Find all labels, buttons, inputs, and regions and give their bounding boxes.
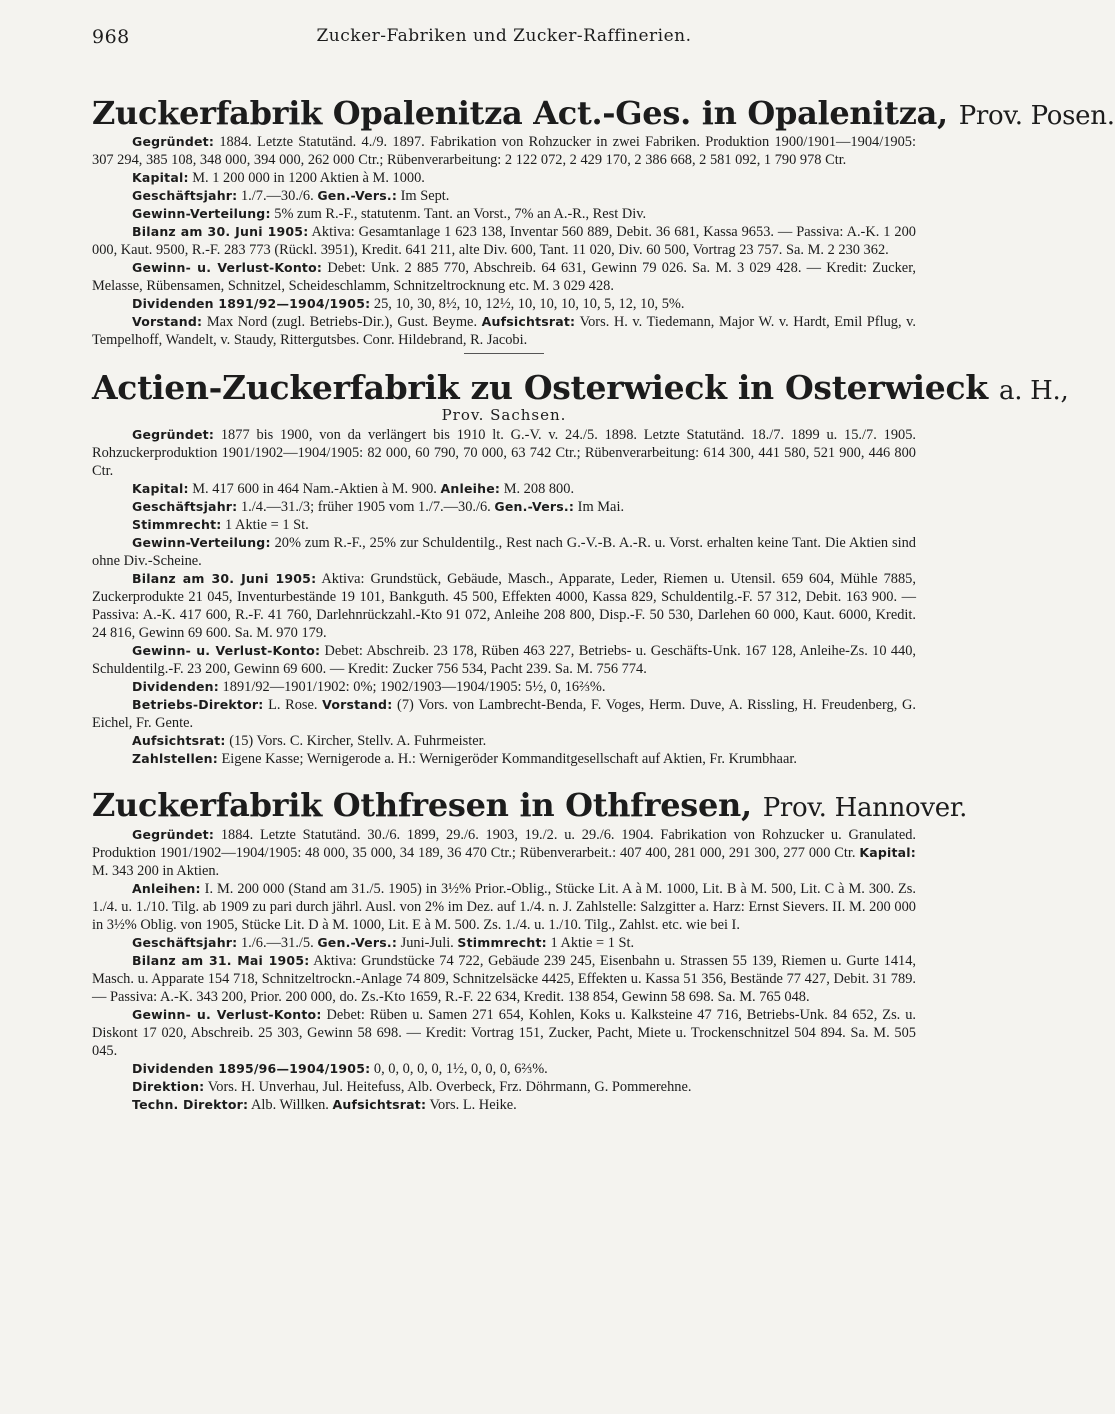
entry-title	[92, 368, 1069, 408]
paragraph-dividends	[92, 678, 916, 696]
entry-subtitle: Prov. Sachsen.	[441, 406, 567, 425]
field-text: Aktiva: Grundstücke 74 722, Gebäude 239 245, Eisenbahn u. Strassen 55 139, Riemen u. Gurte 1414, Masch. u. Apparate 154 718, Schnitzeltrockn.-Anlage 74 809, Schnitzelsäcke 4425, Effekten u. Kassa 51 356, Bestände 77 427, Debit. 31 789. — Passiva: A.-K. 343 200, Prior. 200 000, do. Zs.-Kto 1659, R.-F. 22 634, Kredit. 138 854, Gewinn 58 698. Sa. M. 765 048.	[92, 952, 916, 1005]
paragraph-capital	[92, 480, 916, 498]
paragraph-supervisory-board	[92, 732, 916, 750]
field-text: Vors. H. Unverhau, Jul. Heitefuss, Alb. Overbeck, Frz. Döhrmann, G. Pommerehne.	[204, 1078, 692, 1095]
section-divider	[464, 353, 544, 354]
company-name: Zuckerfabrik Opalenitza Act.-Ges. in Opalenitza,	[92, 94, 948, 132]
field-text: I. M. 200 000 (Stand am 31./5. 1905) in 3½% Prior.-Oblig., Stücke Lit. A à M. 1000, Lit. B à M. 500, Lit. C à M. 300. Zs. 1./4. u. 1./10. Tilg. ab 1909 zu pari durch jährl. Ausl. von 2% im Dez. auf 1./4. n. J. Zahlstelle: Salzgitter a. Harz: Ernst Sievers. II. M. 200 000 in 3½% Oblig. von 1905, Stücke Lit. D à M. 1000, Lit. E à M. 500. Zs. 1./4. u. 1./10. Tilg., Zahlst. etc. wie bei I.	[92, 880, 916, 933]
field-label: Gewinn- u. Verlust-Konto:	[132, 1006, 322, 1022]
paragraph-profit-distribution	[92, 534, 916, 570]
company-entry-osterwieck	[92, 368, 1069, 768]
field-label: Gewinn- u. Verlust-Konto:	[132, 260, 323, 276]
field-label: Vorstand:	[322, 697, 393, 713]
entry-body	[92, 426, 916, 768]
paragraph-founded	[92, 426, 916, 480]
paragraph-technical-director	[92, 1096, 916, 1114]
field-label: Direktion:	[132, 1078, 205, 1094]
field-text: (15) Vors. C. Kircher, Stellv. A. Fuhrmeister.	[225, 733, 487, 750]
entry-title	[92, 786, 968, 825]
field-label: Gewinn-Verteilung:	[132, 206, 271, 222]
field-text: Vors. H. v. Tiedemann, Major W. v. Hardt, Emil Pflug, v. Tempelhoff, Wandelt, v. Staudy, Rittergutsbes. Conr. Hildebrand, R. Jacobi.	[92, 314, 916, 349]
paragraph-profit-loss	[92, 1006, 916, 1060]
paragraph-loans	[92, 880, 916, 934]
entry-title	[92, 94, 1115, 132]
field-text: Debet: Rüben u. Samen 271 654, Kohlen, Koks u. Kalksteine 47 716, Betriebs-Unk. 84 652, Zs. u. Diskont 17 020, Abschreib. 25 303, Gewinn 58 698. — Kredit: Vortrag 151, Zucker, Pacht, Miete u. Trockenschnitzel 504 894. Sa. M. 505 045.	[92, 1006, 917, 1059]
company-entry-opalenitza	[92, 94, 1115, 354]
paragraph-profit-loss	[92, 259, 916, 295]
region: Prov. Posen.	[958, 101, 1115, 131]
paragraph-balance	[92, 952, 916, 1006]
field-text: M. 208 800.	[500, 481, 575, 498]
field-label: Gewinn-Verteilung:	[132, 535, 271, 551]
entry-body	[92, 133, 916, 349]
field-label: Kapital:	[859, 844, 916, 860]
paragraph-paying-agents	[92, 750, 916, 768]
field-text: 5% zum R.-F., statutenm. Tant. an Vorst., 7% an A.-R., Rest Div.	[270, 206, 647, 223]
paragraph-balance	[92, 570, 916, 642]
field-label: Gen.-Vers.:	[317, 934, 398, 950]
field-label: Stimmrecht:	[132, 517, 222, 533]
field-label: Aufsichtsrat:	[132, 733, 226, 749]
field-text: Aktiva: Gesamtanlage 1 623 138, Inventar 560 889, Debit. 36 681, Kassa 9653. — Passiva: A.-K. 1 200 000, Kaut. 9500, R.-F. 283 773 (Rückl. 3951), Kredit. 641 211, alte Div. 600, Tant. 11 020, Div. 60 500, Vortrag 23 757. Sa. M. 2 230 362.	[92, 224, 916, 259]
field-label: Stimmrecht:	[457, 934, 547, 950]
paragraph-profit-distribution	[92, 205, 916, 223]
field-label: Gen.-Vers.:	[494, 499, 575, 515]
field-label: Zahlstellen:	[132, 751, 218, 767]
field-text: 1./7.—30./6.	[237, 188, 314, 205]
region: a. H.,	[999, 376, 1069, 407]
field-label: Geschäftsjahr:	[132, 188, 238, 204]
field-text: 1 Aktie = 1 St.	[546, 934, 635, 951]
field-label: Anleihe:	[440, 481, 501, 497]
field-label: Aufsichtsrat:	[332, 1096, 427, 1112]
paragraph-fiscal-year	[92, 498, 916, 516]
paragraph-balance	[92, 223, 916, 259]
field-text: Alb. Willken.	[248, 1096, 329, 1113]
field-label: Dividenden 1891/92—1904/1905:	[132, 296, 371, 312]
field-text: 1877 bis 1900, von da verlängert bis 1910 lt. G.-V. v. 24./5. 1898. Letzte Statutänd. 18./7. 1899 u. 15./7. 1905. Rohzuckerproduktion 1901/1902—1904/1905: 82 000, 60 790, 70 000, 63 742 Ctr.; Rübenverarbeitung: 614 300, 441 580, 521 900, 446 800 Ctr.	[92, 427, 916, 480]
field-text: Debet: Unk. 2 885 770, Abschreib. 64 631, Gewinn 79 026. Sa. M. 3 029 428. — Kredit: Zucker, Melasse, Rübensamen, Schnitzel, Scheideschlamm, Schnitzeltrocknung etc. M. 3 029 428.	[92, 260, 917, 295]
company-name: Zuckerfabrik Othfresen in Othfresen,	[92, 786, 752, 825]
paragraph-dividends	[92, 295, 916, 313]
field-text: 25, 10, 30, 8½, 10, 12½, 10, 10, 10, 10, 5, 12, 10, 5%.	[370, 296, 685, 313]
paragraph-board	[92, 313, 916, 349]
field-text: Eigene Kasse; Wernigerode a. H.: Wernigeröder Kommanditgesellschaft auf Aktien, Fr. Krumbhaar.	[217, 751, 797, 768]
company-entry-othfresen	[92, 786, 968, 1113]
field-text: Im Mai.	[574, 499, 625, 516]
field-label: Gegründet:	[132, 134, 215, 150]
paragraph-founded	[92, 826, 916, 880]
field-label: Gen.-Vers.:	[317, 188, 398, 204]
field-label: Kapital:	[132, 481, 189, 497]
field-label: Bilanz am 31. Mai 1905:	[132, 952, 310, 968]
field-label: Gegründet:	[132, 826, 215, 842]
field-text: M. 343 200 in Aktien.	[92, 862, 220, 879]
field-text: Im Sept.	[397, 188, 450, 205]
running-title: Zucker-Fabriken und Zucker-Raffinerien.	[316, 26, 692, 46]
field-label: Gewinn- u. Verlust-Konto:	[132, 643, 321, 659]
paragraph-fiscal-year	[92, 187, 916, 205]
field-text: Debet: Abschreib. 23 178, Rüben 463 227, Betriebs- u. Geschäfts-Unk. 167 128, Anleihe-Zs. 10 440, Schuldentilg.-F. 23 200, Gewinn 69 600. — Kredit: Zucker 756 534, Pacht 239. Sa. M. 756 774.	[92, 643, 917, 678]
field-text: 20% zum R.-F., 25% zur Schuldentilg., Rest nach G.-V.-B. A.-R. u. Vorst. erhalten keine Tant. Die Aktien sind ohne Div.-Scheine.	[92, 535, 916, 570]
field-label: Vorstand:	[132, 314, 203, 330]
paragraph-dividends	[92, 1060, 916, 1078]
field-label: Bilanz am 30. Juni 1905:	[132, 224, 309, 240]
field-text: M. 417 600 in 464 Nam.-Aktien à M. 900.	[188, 481, 437, 498]
field-label: Bilanz am 30. Juni 1905:	[132, 571, 317, 587]
paragraph-profit-loss	[92, 642, 916, 678]
paragraph-founded	[92, 133, 916, 169]
field-text: M. 1 200 000 in 1200 Aktien à M. 1000.	[188, 170, 425, 187]
page-number: 968	[92, 26, 130, 48]
region: Prov. Hannover.	[762, 793, 968, 824]
field-text: Vors. L. Heike.	[426, 1096, 517, 1113]
paragraph-voting	[92, 516, 916, 534]
company-name: Actien-Zuckerfabrik zu Osterwieck in Osterwieck	[92, 368, 988, 408]
field-text: 1 Aktie = 1 St.	[221, 517, 309, 534]
field-text: Juni-Juli.	[397, 934, 454, 951]
entry-body	[92, 826, 916, 1114]
field-text: L. Rose.	[263, 697, 318, 714]
field-text: 1884. Letzte Statutänd. 4./9. 1897. Fabrikation von Rohzucker in zwei Fabriken. Produktion 1900/1901—1904/1905: 307 294, 385 108, 348 000, 394 000, 262 000 Ctr.; Rübenverarbeitung: 2 122 072, 2 429 170, 2 386 668, 2 581 092, 1 790 978 Ctr.	[92, 134, 916, 169]
field-text: 1884. Letzte Statutänd. 30./6. 1899, 29./6. 1903, 19./2. u. 29./6. 1904. Fabrikation von Rohzucker u. Granulated. Produktion 1901/1902—1904/1905: 48 000, 35 000, 34 189, 36 470 Ctr.; Rübenverarbeit.: 407 400, 281 000, 291 300, 277 000 Ctr.	[92, 826, 916, 861]
field-label: Geschäftsjahr:	[132, 499, 238, 515]
field-text: (7) Vors. von Lambrecht-Benda, F. Voges, Herm. Duve, A. Rissling, H. Freudenberg, G. Eichel, Fr. Gente.	[92, 697, 916, 732]
field-label: Geschäftsjahr:	[132, 934, 238, 950]
paragraph-fiscal-year	[92, 934, 916, 952]
field-text: Aktiva: Grundstück, Gebäude, Masch., Apparate, Leder, Riemen u. Utensil. 659 604, Mühle 7885, Zuckerprodukte 21 045, Inventurbestände 19 101, Bankguth. 45 500, Effekten 4000, Kassa 829, Schuldentilg.-F. 57 312, Debit. 163 900. — Passiva: A.-K. 417 600, R.-F. 41 760, Darlehnrückzahl.-Kto 91 072, Anleihe 208 800, Disp.-F. 50 530, Darlehen 60 000, Kaut. 6000, Kredit. 24 816, Gewinn 69 600. Sa. M. 970 179.	[92, 571, 916, 642]
field-label: Gegründet:	[132, 427, 215, 443]
field-label: Aufsichtsrat:	[481, 314, 576, 330]
running-header	[92, 26, 916, 56]
field-text: 1891/92—1901/1902: 0%; 1902/1903—1904/1905: 5½, 0, 16⅔%.	[218, 679, 606, 696]
field-label: Betriebs-Direktor:	[132, 697, 264, 713]
paragraph-management	[92, 696, 916, 732]
field-text: 1./6.—31./5.	[237, 934, 314, 951]
paragraph-directors	[92, 1078, 916, 1096]
field-label: Anleihen:	[132, 880, 201, 896]
field-text: Max Nord (zugl. Betriebs-Dir.), Gust. Beyme.	[202, 314, 478, 331]
paragraph-capital	[92, 169, 916, 187]
field-label: Techn. Direktor:	[132, 1096, 249, 1112]
field-text: 0, 0, 0, 0, 0, 1½, 0, 0, 0, 6⅔%.	[370, 1060, 548, 1077]
field-text: 1./4.—31./3; früher 1905 vom 1./7.—30./6.	[237, 499, 491, 516]
field-label: Kapital:	[132, 170, 189, 186]
field-label: Dividenden:	[132, 679, 219, 695]
field-label: Dividenden 1895/96—1904/1905:	[132, 1060, 371, 1076]
